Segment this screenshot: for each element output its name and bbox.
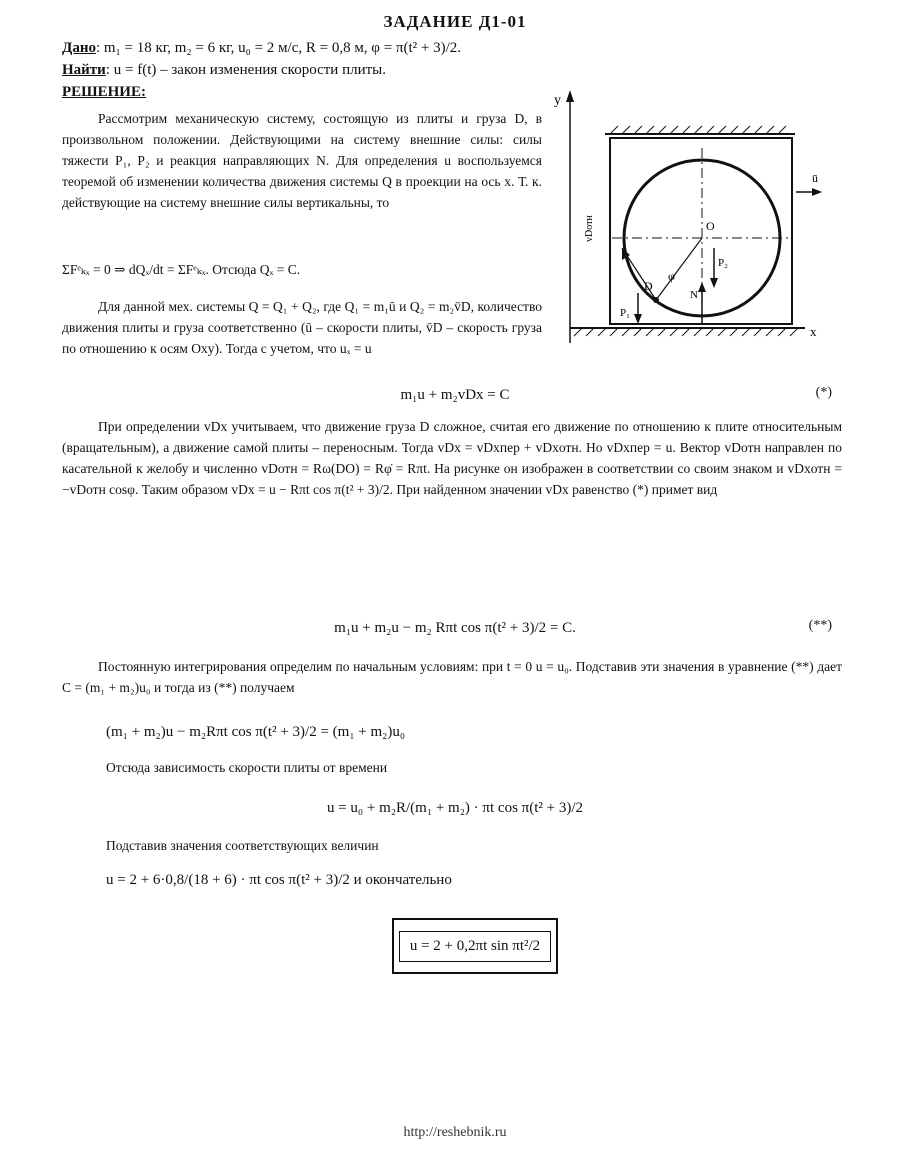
given-line [62, 40, 461, 57]
equation-3: (m₁ + m₂)u − m₂Rπt cos π(t² + 3)/2 = (m₁ + m₂)u₀ [106, 724, 406, 740]
solution-heading: РЕШЕНИЕ: [62, 84, 146, 100]
paragraph-4: Постоянную интегрирования определим по начальным условиям: при t = 0 u = u₀. Подставив эти значения в уравнение (**) дает C = (m₁ + m₂)u₀ и тогда из (**) получаем [62, 659, 842, 695]
plate-velocity-arrow-icon [812, 188, 822, 196]
y-axis-label: y [554, 93, 561, 108]
footer-url[interactable]: http://reshebnik.ru [403, 1125, 507, 1140]
given-text: : m₁ = 18 кг, m₂ = 6 кг, u₀ = 2 м/с, R = 0,8 м, φ = π(t² + 3)/2. [95, 40, 462, 56]
plate-velocity-label: ū [812, 171, 818, 185]
weight-p1-arrow-icon [634, 314, 642, 324]
answer-box [392, 918, 558, 974]
mechanism-diagram [554, 88, 830, 348]
equation-2-tag: (**) [808, 618, 832, 633]
equation-4: u = u₀ + m₂R/(m₁ + m₂) · πt cos π(t² + 3)/2 [326, 800, 584, 816]
find-line [62, 62, 386, 79]
answer-formula: u = 2 + 0,2πt sin πt²/2 [399, 931, 551, 962]
equation-1: m₁u + m₂vDx = C [400, 387, 510, 403]
center-label: O [706, 219, 715, 233]
x-axis-label: x [810, 324, 817, 339]
equation-5: u = 2 + 6·0,8/(18 + 6) · πt cos π(t² + 3)/2 и окончательно [106, 872, 452, 888]
bottom-hatch [574, 328, 798, 336]
weight-p2-label: P₂ [718, 257, 728, 269]
equation-momentum: ΣFᵉₖₓ = 0 ⇒ dQₓ/dt = ΣFᵉₖₓ. Отсюда Qₓ = C. [62, 262, 301, 277]
reaction-n-arrow-icon [698, 282, 706, 292]
relative-velocity-label: vDотн [584, 215, 595, 242]
paragraph-6: Подставив значения соответствующих величин [106, 838, 379, 853]
given-label: Дано [62, 40, 96, 56]
phi-label: φ [668, 269, 675, 283]
weight-p1-label: P₁ [620, 307, 630, 319]
find-label: Найти [62, 62, 106, 78]
top-hatch [610, 126, 786, 134]
load-d-label: D [644, 279, 653, 293]
paragraph-2: Для данной мех. системы Q = Q₁ + Q₂, где Q₁ = m₁ū и Q₂ = m₂v̄D, количество движения плиты и груза соответственно (ū – скорости плиты, v̄D – скорость груза по отношению к осям Oxy). Тогда с учетом, что uₓ = u [62, 299, 542, 356]
page-title: ЗАДАНИЕ Д1-01 [383, 12, 527, 31]
equation-1-tag: (*) [815, 385, 832, 400]
paragraph-5: Отсюда зависимость скорости плиты от времени [106, 760, 388, 775]
paragraph-3: При определении vDx учитываем, что движение груза D сложное, считая его движение по отношению к плите относительным (вращательным), а движение самой плиты – переносным. Тогда vDx = vDxпер + vDxотн. Но vDxпер = u. Вектор vDотн направлен по касательной к желобу и численно vDотн = Rω(DO) = Rφ̇ = Rπt. На рисунке он изображен в соответствии со своим знаком и vDxотн = −vDотн cosφ. Таким образом vDx = u − Rπt cos π(t² + 3)/2. При найденном значении vDx равенство (*) примет вид [62, 419, 842, 497]
weight-p2-arrow-icon [710, 278, 718, 288]
equation-2: m₁u + m₂u − m₂ Rπt cos π(t² + 3)/2 = C. [334, 620, 576, 636]
reaction-n-label: N [690, 289, 698, 301]
y-axis-arrow-icon [566, 90, 574, 102]
paragraph-1: Рассмотрим механическую систему, состоящую из плиты и груза D, в произвольном положении. Действующими на систему внешние силы: силы тяжести P₁, P₂ и реакция направляющих N. Для определения u воспользуемся теоремой об изменении количества движения системы Q в проекции на ось x. Т. к. действующие на систему внешние силы вертикальны, то [62, 111, 542, 210]
find-text: : u = f(t) – закон изменения скорости плиты. [105, 62, 386, 78]
